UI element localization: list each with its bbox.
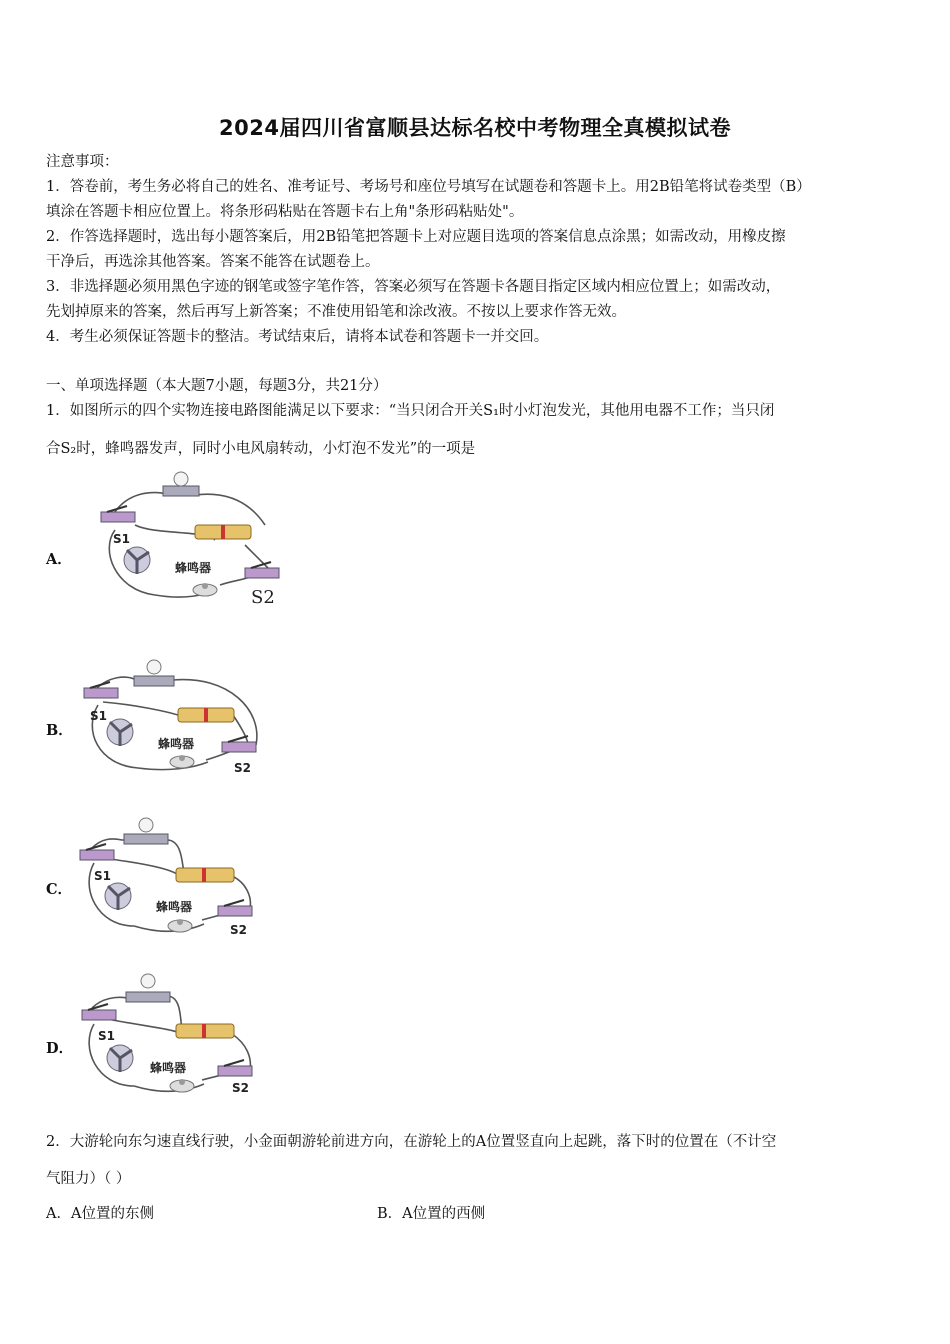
buzzer-icon [170, 1079, 194, 1092]
switch-icon [218, 900, 252, 916]
option-b-label[interactable]: B． [46, 722, 73, 739]
option-d-label[interactable]: D． [46, 1040, 74, 1057]
buzzer-icon [168, 919, 192, 932]
lamp-icon [126, 974, 170, 1002]
notice-item: 2．作答选择题时，选出每小题答案后，用2B铅笔把答题卡上对应题目选项的答案信息点涂黑；如需改动，用橡皮擦 [46, 229, 786, 245]
circuit-diagram-b [78, 650, 268, 785]
question-1-text: 合S₂时，蜂鸣器发声，同时小电风扇转动，小灯泡不发光”的一项是 [46, 441, 476, 457]
s1-label: S1 [98, 1029, 115, 1043]
buzzer-label: 蜂鸣器 [156, 900, 193, 914]
battery-icon [178, 708, 234, 722]
section-heading: 一、单项选择题（本大题7小题，每题3分，共21分） [46, 378, 388, 394]
circuit-diagram-a [95, 470, 295, 615]
circuit-diagram-c [72, 808, 267, 948]
circuit-diagram-d [72, 966, 267, 1106]
fan-icon [107, 719, 133, 746]
option-a-label[interactable]: A． [46, 551, 72, 568]
switch-icon [101, 506, 135, 522]
option-c-label[interactable]: C． [46, 881, 73, 898]
notice-item: 3．非选择题必须用黑色字迹的钢笔或签字笔作答，答案必须写在答题卡各题目指定区域内相应位置上；如需改动， [46, 279, 781, 295]
option-a-text[interactable]: A．A位置的东侧 [46, 1206, 154, 1222]
notice-item: 4．考生必须保证答题卡的整洁。考试结束后，请将本试卷和答题卡一并交回。 [46, 329, 549, 345]
switch-icon [245, 562, 279, 578]
fan-icon [105, 883, 131, 910]
s1-label: S1 [113, 532, 130, 546]
battery-icon [176, 1024, 234, 1038]
buzzer-icon [193, 583, 217, 596]
fan-icon [107, 1045, 133, 1072]
s2-label: S2 [232, 1081, 249, 1095]
question-2-text: 2．大游轮向东匀速直线行驶，小金面朝游轮前进方向，在游轮上的A位置竖直向上起跳，落下时的位置在（不计空 [46, 1134, 777, 1150]
switch-icon [222, 736, 256, 752]
switch-icon [82, 1004, 116, 1020]
s1-label: S1 [90, 709, 107, 723]
s2-label: S2 [230, 923, 247, 937]
lamp-icon [163, 472, 199, 496]
switch-icon [218, 1060, 252, 1076]
buzzer-label: 蜂鸣器 [150, 1061, 187, 1075]
notice-item: 先划掉原来的答案，然后再写上新答案；不准使用铅笔和涂改液。不按以上要求作答无效。 [46, 304, 626, 320]
s1-label: S1 [94, 869, 111, 883]
lamp-icon [134, 660, 174, 686]
switch-icon [80, 844, 114, 860]
notice-item: 填涂在答题卡相应位置上。将条形码粘贴在答题卡右上角"条形码粘贴处"。 [46, 204, 524, 220]
battery-icon [176, 868, 234, 882]
buzzer-label: 蜂鸣器 [158, 737, 195, 751]
switch-icon [84, 682, 118, 698]
page-title: 2024届四川省富顺县达标名校中考物理全真模拟试卷 [219, 116, 731, 140]
s2-label: S2 [251, 587, 275, 608]
buzzer-label: 蜂鸣器 [175, 561, 212, 575]
buzzer-icon [170, 755, 194, 768]
option-b-text[interactable]: B．A位置的西侧 [377, 1206, 486, 1222]
lamp-icon [124, 818, 168, 844]
s2-label: S2 [234, 761, 251, 775]
notice-heading: 注意事项： [46, 154, 119, 170]
fan-icon [124, 547, 150, 574]
question-1-text: 1．如图所示的四个实物连接电路图能满足以下要求：“当只闭合开关S₁时小灯泡发光，其他用电器不工作；当只闭 [46, 403, 775, 419]
battery-icon [195, 525, 251, 539]
notice-item: 1．答卷前，考生务必将自己的姓名、准考证号、考场号和座位号填写在试题卷和答题卡上。用2B铅笔将试卷类型（B） [46, 179, 811, 195]
notice-item: 干净后，再选涂其他答案。答案不能答在试题卷上。 [46, 254, 380, 270]
question-2-text: 气阻力）（ ） [46, 1171, 131, 1187]
